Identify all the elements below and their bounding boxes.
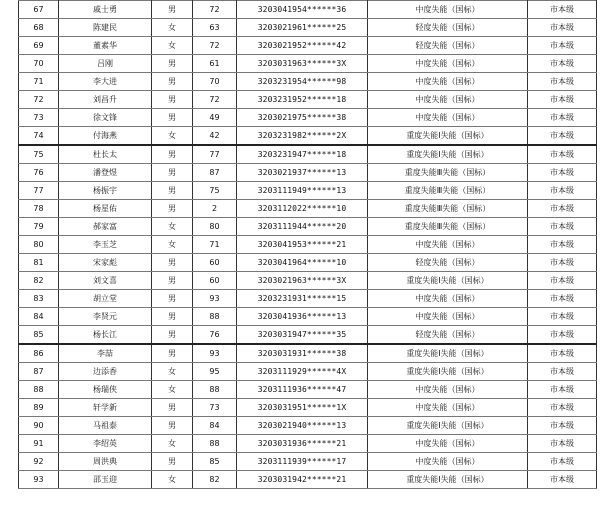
region-level-cell: 市本级	[528, 200, 597, 218]
sex-cell: 男	[152, 55, 193, 73]
row-number-cell: 82	[19, 272, 59, 290]
table-row	[19, 37, 597, 55]
age-cell: 85	[193, 453, 237, 471]
age-cell: 63	[193, 19, 237, 37]
row-number-cell: 83	[19, 290, 59, 308]
id-number-cell: 3203041936******13	[237, 308, 368, 326]
region-level-cell: 市本级	[528, 236, 597, 254]
name-cell: 胡立堂	[59, 290, 152, 308]
id-number-cell: 3203041954******36	[237, 1, 368, 19]
id-number-cell: 3203231931******15	[237, 290, 368, 308]
row-number-cell: 91	[19, 435, 59, 453]
table-row	[19, 127, 597, 146]
sex-cell: 女	[152, 218, 193, 236]
row-number-cell: 88	[19, 381, 59, 399]
region-level-cell: 市本级	[528, 254, 597, 272]
id-number-cell: 3203031931******38	[237, 344, 368, 363]
table-row	[19, 145, 597, 164]
sex-cell: 男	[152, 91, 193, 109]
id-number-cell: 3203041964******10	[237, 254, 368, 272]
row-number-cell: 69	[19, 37, 59, 55]
sex-cell: 男	[152, 182, 193, 200]
name-cell: 边添香	[59, 363, 152, 381]
region-level-cell: 市本级	[528, 381, 597, 399]
disability-level-cell: 中度失能（国标）	[368, 453, 528, 471]
name-cell: 付海燕	[59, 127, 152, 146]
name-cell: 马祖泰	[59, 417, 152, 435]
id-number-cell: 3203021975******38	[237, 109, 368, 127]
row-number-cell: 68	[19, 19, 59, 37]
name-cell: 李绍英	[59, 435, 152, 453]
id-number-cell: 3203111944******20	[237, 218, 368, 236]
table-row	[19, 272, 597, 290]
id-number-cell: 3203231982******2X	[237, 127, 368, 146]
age-cell: 84	[193, 417, 237, 435]
sex-cell: 女	[152, 363, 193, 381]
region-level-cell: 市本级	[528, 272, 597, 290]
sex-cell: 男	[152, 308, 193, 326]
row-number-cell: 81	[19, 254, 59, 272]
age-cell: 76	[193, 326, 237, 345]
id-number-cell: 3203111939******17	[237, 453, 368, 471]
table-row	[19, 381, 597, 399]
age-cell: 71	[193, 236, 237, 254]
disability-level-cell: 重度失能Ⅰ失能（国标）	[368, 471, 528, 489]
name-cell: 戚士勇	[59, 1, 152, 19]
id-number-cell: 3203231954******98	[237, 73, 368, 91]
row-number-cell: 89	[19, 399, 59, 417]
disability-level-cell: 重度失能Ⅰ失能（国标）	[368, 363, 528, 381]
name-cell: 刘文喜	[59, 272, 152, 290]
table-row	[19, 200, 597, 218]
disability-level-cell: 中度失能（国标）	[368, 91, 528, 109]
row-number-cell: 84	[19, 308, 59, 326]
name-cell: 宋家彪	[59, 254, 152, 272]
row-number-cell: 76	[19, 164, 59, 182]
table-row	[19, 55, 597, 73]
sex-cell: 女	[152, 127, 193, 146]
id-number-cell: 3203111936******47	[237, 381, 368, 399]
sex-cell: 男	[152, 417, 193, 435]
name-cell: 杨长江	[59, 326, 152, 345]
age-cell: 72	[193, 37, 237, 55]
age-cell: 77	[193, 145, 237, 164]
disability-assessment-table	[18, 0, 597, 489]
name-cell: 杨星佑	[59, 200, 152, 218]
id-number-cell: 3203021961******25	[237, 19, 368, 37]
name-cell: 李贤元	[59, 308, 152, 326]
sex-cell: 女	[152, 37, 193, 55]
region-level-cell: 市本级	[528, 55, 597, 73]
name-cell: 杜长太	[59, 145, 152, 164]
age-cell: 61	[193, 55, 237, 73]
region-level-cell: 市本级	[528, 127, 597, 146]
sex-cell: 男	[152, 200, 193, 218]
disability-level-cell: 重度失能Ⅰ失能（国标）	[368, 272, 528, 290]
age-cell: 70	[193, 73, 237, 91]
table-row	[19, 218, 597, 236]
row-number-cell: 93	[19, 471, 59, 489]
disability-level-cell: 中度失能（国标）	[368, 308, 528, 326]
region-level-cell: 市本级	[528, 363, 597, 381]
table-row	[19, 182, 597, 200]
id-number-cell: 3203111929******4X	[237, 363, 368, 381]
age-cell: 88	[193, 381, 237, 399]
region-level-cell: 市本级	[528, 417, 597, 435]
age-cell: 82	[193, 471, 237, 489]
id-number-cell: 3203031942******21	[237, 471, 368, 489]
sex-cell: 男	[152, 453, 193, 471]
region-level-cell: 市本级	[528, 399, 597, 417]
region-level-cell: 市本级	[528, 109, 597, 127]
row-number-cell: 73	[19, 109, 59, 127]
name-cell: 董素华	[59, 37, 152, 55]
sex-cell: 男	[152, 399, 193, 417]
disability-level-cell: 中度失能（国标）	[368, 236, 528, 254]
table-row	[19, 1, 597, 19]
table-row	[19, 19, 597, 37]
row-number-cell: 92	[19, 453, 59, 471]
table-row	[19, 435, 597, 453]
age-cell: 60	[193, 272, 237, 290]
sex-cell: 男	[152, 109, 193, 127]
disability-level-cell: 重度失能Ⅰ失能（国标）	[368, 145, 528, 164]
disability-level-cell: 中度失能（国标）	[368, 109, 528, 127]
sex-cell: 男	[152, 145, 193, 164]
name-cell: 郝家富	[59, 218, 152, 236]
row-number-cell: 75	[19, 145, 59, 164]
table-row	[19, 471, 597, 489]
name-cell: 徐文锋	[59, 109, 152, 127]
table-row	[19, 236, 597, 254]
age-cell: 72	[193, 91, 237, 109]
row-number-cell: 67	[19, 1, 59, 19]
sex-cell: 女	[152, 435, 193, 453]
disability-level-cell: 重度失能Ⅲ失能（国标）	[368, 218, 528, 236]
name-cell: 杨振宇	[59, 182, 152, 200]
name-cell: 潘登煜	[59, 164, 152, 182]
name-cell: 李大进	[59, 73, 152, 91]
sex-cell: 男	[152, 254, 193, 272]
disability-level-cell: 轻度失能（国标）	[368, 37, 528, 55]
age-cell: 42	[193, 127, 237, 146]
region-level-cell: 市本级	[528, 145, 597, 164]
age-cell: 88	[193, 308, 237, 326]
name-cell: 陈建民	[59, 19, 152, 37]
disability-level-cell: 轻度失能（国标）	[368, 254, 528, 272]
sex-cell: 男	[152, 272, 193, 290]
region-level-cell: 市本级	[528, 435, 597, 453]
id-number-cell: 3203031951******1X	[237, 399, 368, 417]
table-row	[19, 399, 597, 417]
region-level-cell: 市本级	[528, 37, 597, 55]
table-row	[19, 91, 597, 109]
id-number-cell: 3203231952******18	[237, 91, 368, 109]
disability-level-cell: 重度失能Ⅲ失能（国标）	[368, 164, 528, 182]
age-cell: 80	[193, 218, 237, 236]
table-row	[19, 453, 597, 471]
id-number-cell: 3203231947******18	[237, 145, 368, 164]
name-cell: 刘昌升	[59, 91, 152, 109]
age-cell: 72	[193, 1, 237, 19]
row-number-cell: 80	[19, 236, 59, 254]
table-row	[19, 326, 597, 345]
sex-cell: 男	[152, 344, 193, 363]
sex-cell: 女	[152, 19, 193, 37]
id-number-cell: 3203031936******21	[237, 435, 368, 453]
region-level-cell: 市本级	[528, 1, 597, 19]
id-number-cell: 3203041953******21	[237, 236, 368, 254]
disability-level-cell: 重度失能Ⅰ失能（国标）	[368, 344, 528, 363]
table-row	[19, 73, 597, 91]
name-cell: 邵玉迎	[59, 471, 152, 489]
age-cell: 49	[193, 109, 237, 127]
table-row	[19, 344, 597, 363]
row-number-cell: 87	[19, 363, 59, 381]
row-number-cell: 72	[19, 91, 59, 109]
region-level-cell: 市本级	[528, 164, 597, 182]
sex-cell: 男	[152, 290, 193, 308]
name-cell: 李玉芝	[59, 236, 152, 254]
id-number-cell: 3203021940******13	[237, 417, 368, 435]
name-cell: 吕刚	[59, 55, 152, 73]
id-number-cell: 3203021937******13	[237, 164, 368, 182]
region-level-cell: 市本级	[528, 218, 597, 236]
row-number-cell: 78	[19, 200, 59, 218]
disability-level-cell: 中度失能（国标）	[368, 381, 528, 399]
id-number-cell: 3203031947******35	[237, 326, 368, 345]
sex-cell: 男	[152, 73, 193, 91]
region-level-cell: 市本级	[528, 73, 597, 91]
age-cell: 87	[193, 164, 237, 182]
name-cell: 杨瑞侠	[59, 381, 152, 399]
row-number-cell: 85	[19, 326, 59, 345]
sex-cell: 女	[152, 471, 193, 489]
name-cell: 轩学新	[59, 399, 152, 417]
sex-cell: 女	[152, 381, 193, 399]
row-number-cell: 71	[19, 73, 59, 91]
region-level-cell: 市本级	[528, 453, 597, 471]
row-number-cell: 77	[19, 182, 59, 200]
sex-cell: 男	[152, 164, 193, 182]
disability-level-cell: 中度失能（国标）	[368, 399, 528, 417]
age-cell: 93	[193, 290, 237, 308]
table-row	[19, 417, 597, 435]
region-level-cell: 市本级	[528, 91, 597, 109]
region-level-cell: 市本级	[528, 19, 597, 37]
id-number-cell: 3203021963******3X	[237, 272, 368, 290]
sex-cell: 女	[152, 236, 193, 254]
id-number-cell: 3203021952******42	[237, 37, 368, 55]
row-number-cell: 90	[19, 417, 59, 435]
table-row	[19, 109, 597, 127]
table-body	[19, 1, 597, 489]
age-cell: 73	[193, 399, 237, 417]
age-cell: 60	[193, 254, 237, 272]
table-row	[19, 290, 597, 308]
age-cell: 88	[193, 435, 237, 453]
region-level-cell: 市本级	[528, 290, 597, 308]
table-row	[19, 308, 597, 326]
disability-level-cell: 重度失能Ⅰ失能（国标）	[368, 127, 528, 146]
id-number-cell: 3203111949******13	[237, 182, 368, 200]
name-cell: 周洪典	[59, 453, 152, 471]
disability-level-cell: 重度失能Ⅲ失能（国标）	[368, 200, 528, 218]
disability-level-cell: 中度失能（国标）	[368, 55, 528, 73]
row-number-cell: 86	[19, 344, 59, 363]
region-level-cell: 市本级	[528, 182, 597, 200]
age-cell: 2	[193, 200, 237, 218]
age-cell: 95	[193, 363, 237, 381]
table-row	[19, 164, 597, 182]
id-number-cell: 3203112022******10	[237, 200, 368, 218]
age-cell: 93	[193, 344, 237, 363]
region-level-cell: 市本级	[528, 326, 597, 345]
disability-level-cell: 中度失能（国标）	[368, 1, 528, 19]
table-row	[19, 363, 597, 381]
row-number-cell: 70	[19, 55, 59, 73]
name-cell: 李喆	[59, 344, 152, 363]
disability-level-cell: 中度失能（国标）	[368, 290, 528, 308]
age-cell: 75	[193, 182, 237, 200]
disability-level-cell: 重度失能Ⅲ失能（国标）	[368, 182, 528, 200]
row-number-cell: 74	[19, 127, 59, 146]
id-number-cell: 3203031963******3X	[237, 55, 368, 73]
disability-level-cell: 轻度失能（国标）	[368, 19, 528, 37]
sex-cell: 男	[152, 1, 193, 19]
table-row	[19, 254, 597, 272]
region-level-cell: 市本级	[528, 471, 597, 489]
disability-level-cell: 轻度失能（国标）	[368, 326, 528, 345]
region-level-cell: 市本级	[528, 344, 597, 363]
disability-level-cell: 重度失能Ⅰ失能（国标）	[368, 417, 528, 435]
disability-level-cell: 中度失能（国标）	[368, 435, 528, 453]
row-number-cell: 79	[19, 218, 59, 236]
disability-level-cell: 中度失能（国标）	[368, 73, 528, 91]
sex-cell: 男	[152, 326, 193, 345]
region-level-cell: 市本级	[528, 308, 597, 326]
